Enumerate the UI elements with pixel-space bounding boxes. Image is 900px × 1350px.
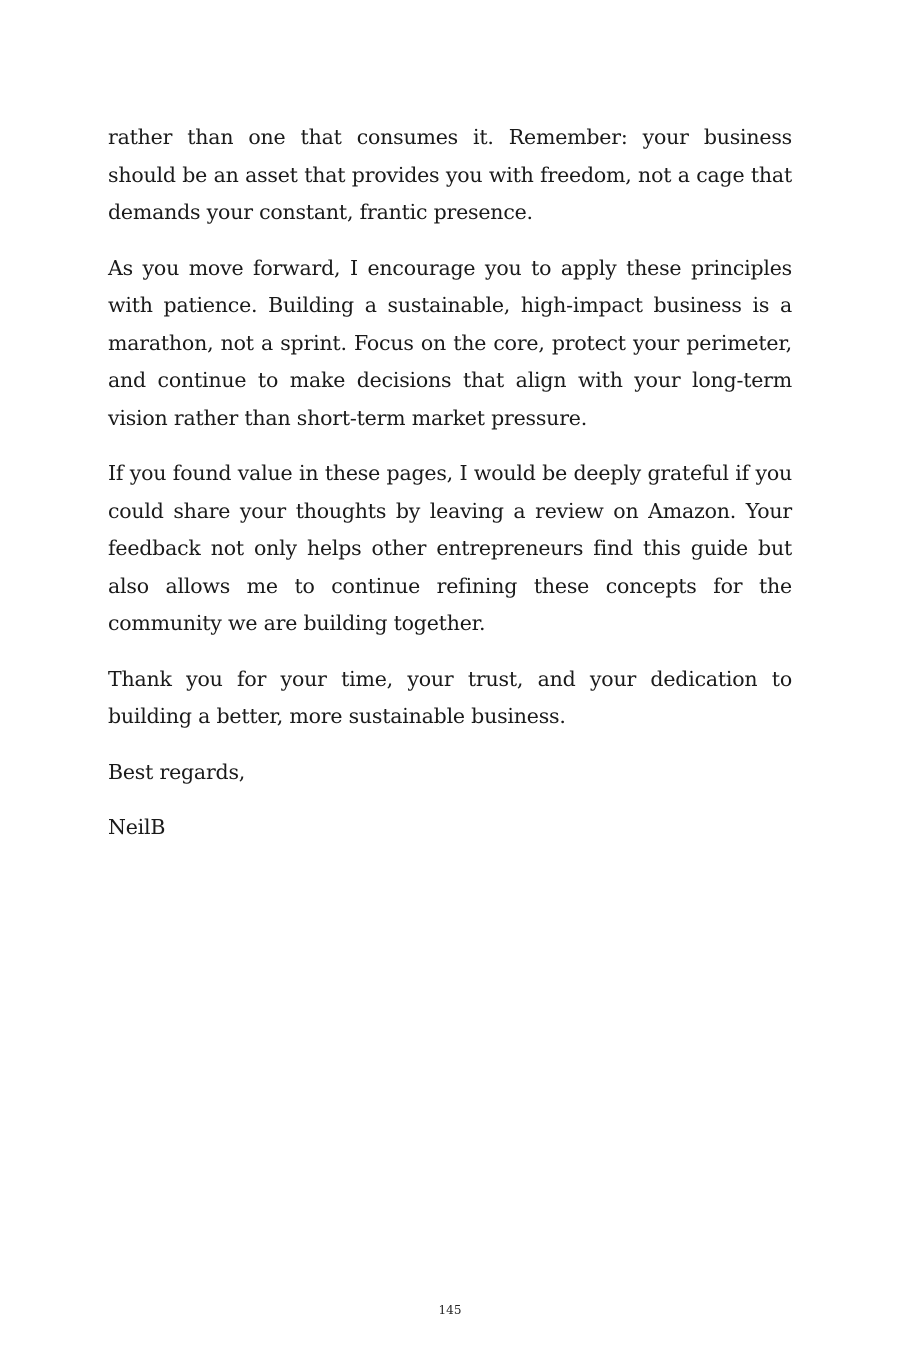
paragraph-2: As you move forward, I encourage you to apply these principles with patience. Building a sustainable, high-impact business is a marathon, not a sprint. Focus on the core, protect your perimeter, and continue to make decisions that align with your long-term vision rather than short-term market pressure. (108, 255, 792, 430)
paragraph-3: If you found value in these pages, I would be deeply grateful if you could share your thoughts by leaving a review on Amazon. Your feedback not only helps other entrepreneurs find this guide but also allows me to continue refining these concepts for the community we are building together. (108, 461, 792, 635)
paragraph-4: Thank you for your time, your trust, and your dedication to building a better, more sustainable business. (108, 666, 792, 728)
signature: NeilB (108, 815, 166, 839)
paragraph-1: rather than one that consumes it. Remember: your business should be an asset that provides you with freedom, not a cage that demands your constant, frantic presence. (108, 125, 792, 224)
closing-line: Best regards, (108, 759, 246, 784)
page-number: 145 (438, 1303, 462, 1317)
body-text (108, 119, 792, 865)
